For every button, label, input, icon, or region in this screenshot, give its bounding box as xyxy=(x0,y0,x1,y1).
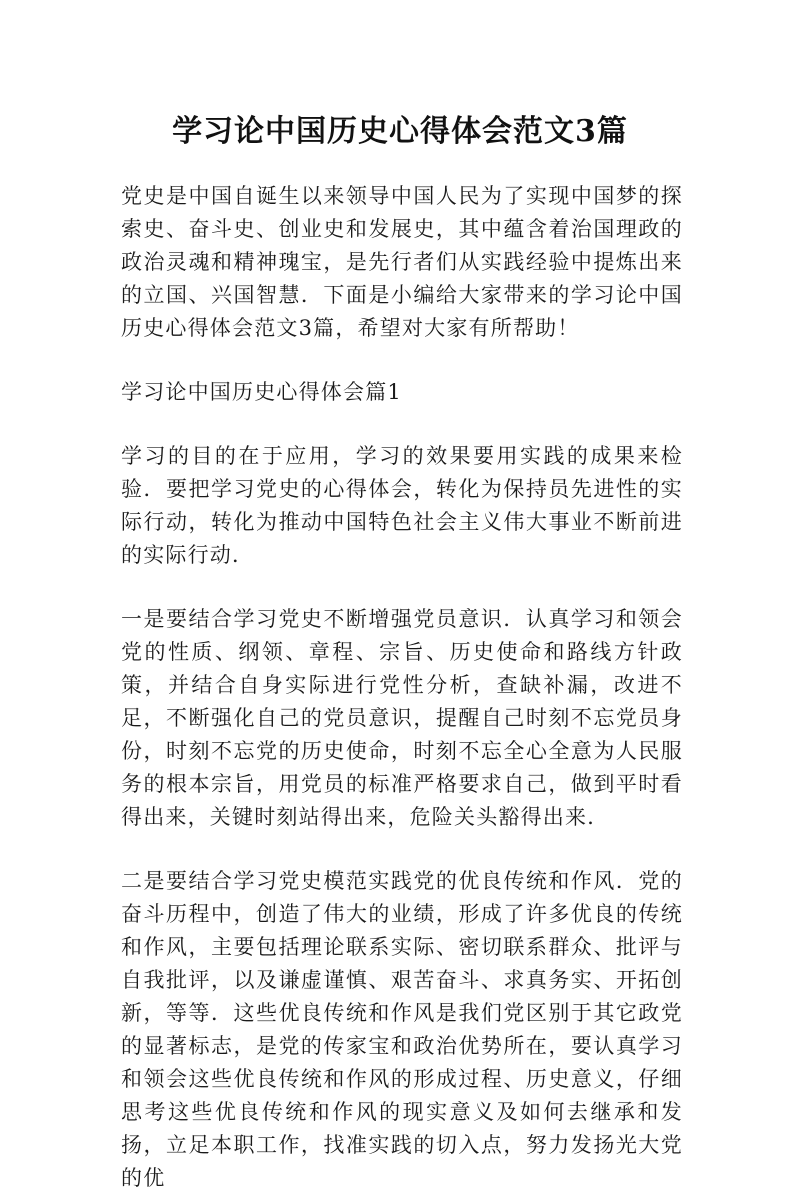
document-body xyxy=(121,180,683,1190)
body-paragraph-3: 二是要结合学习党史模范实践党的优良传统和作风．党的奋斗历程中，创造了伟大的业绩，形成了许多优良的传统和作风，主要包括理论联系实际、密切联系群众、批评与自我批评，以及谦虚谨慎、艰苦奋斗、求真务实、开拓创新，等等．这些优良传统和作风是我们党区别于其它政党的显著标志，是党的传家宝和政治优势所在，要认真学习和领会这些优良传统和作风的形成过程、历史意义，仔细思考这些优良传统和作风的现实意义及如何去继承和发扬，立足本职工作，找准实践的切入点，努力发扬光大党的优 xyxy=(121,869,683,1190)
intro-paragraph: 党史是中国自诞生以来领导中国人民为了实现中国梦的探索史、奋斗史、创业史和发展史，其中蕴含着治国理政的政治灵魂和精神瑰宝，是先行者们从实践经验中提炼出来的立国、兴国智慧．下面是小编给大家带来的学习论中国历史心得体会范文3篇，希望对大家有所帮助！ xyxy=(121,184,683,340)
body-paragraph-2: 一是要结合学习党史不断增强党员意识．认真学习和领会党的性质、纲领、章程、宗旨、历史使命和路线方针政策，并结合自身实际进行党性分析，查缺补漏，改进不足，不断强化自己的党员意识，提醒自己时刻不忘党员身份，时刻不忘党的历史使命，时刻不忘全心全意为人民服务的根本宗旨，用党员的标准严格要求自己，做到平时看得出来，关键时刻站得出来，危险关头豁得出来． xyxy=(121,607,683,829)
section-heading: 学习论中国历史心得体会篇1 xyxy=(121,380,402,404)
document-title: 学习论中国历史心得体会范文3篇 xyxy=(172,114,628,149)
body-paragraph-1: 学习的目的在于应用，学习的效果要用实践的成果来检验．要把学习党史的心得体会，转化为保持员先进性的实际行动，转化为推动中国特色社会主义伟大事业不断前进的实际行动． xyxy=(121,444,683,567)
